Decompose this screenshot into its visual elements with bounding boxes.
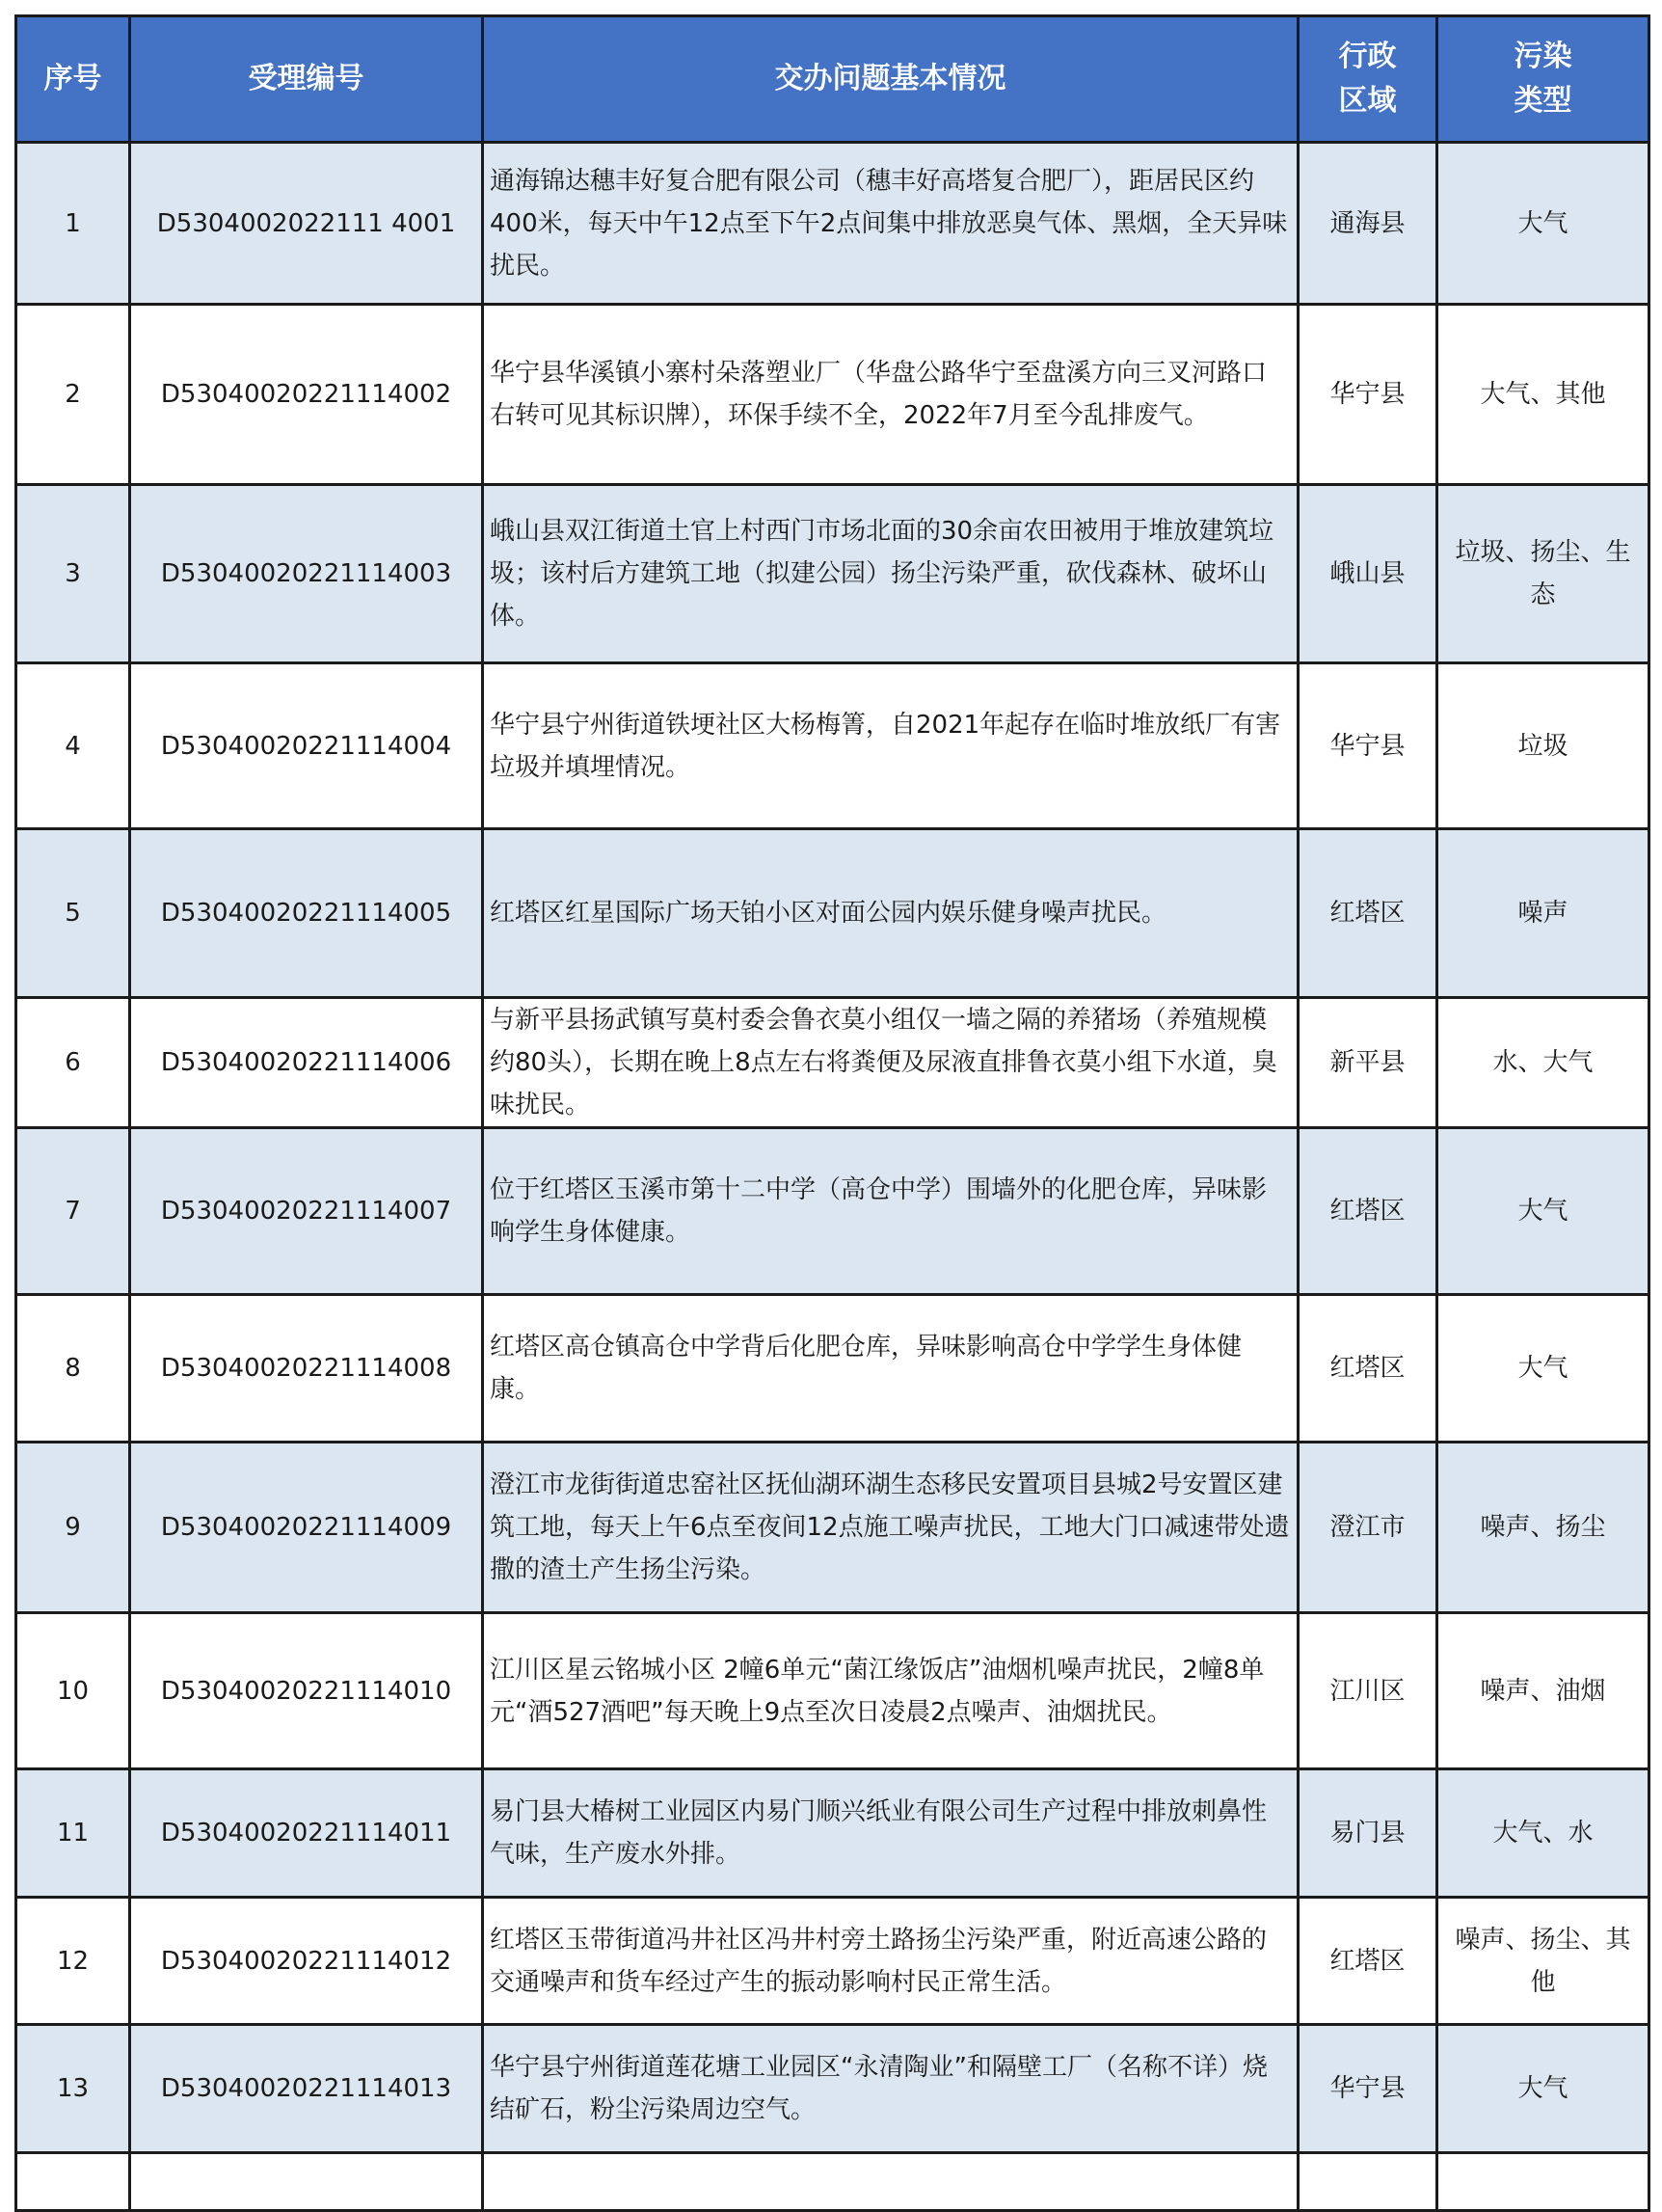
- header-region-line1: 行政: [1338, 40, 1397, 73]
- table-row: [16, 829, 1649, 998]
- table-row: [16, 305, 1649, 485]
- header-id: 受理编号: [130, 16, 483, 143]
- row-id: D53040020221114005: [130, 829, 483, 998]
- row-desc: 红塔区高仓镇高仓中学背后化肥仓库，异味影响高仓中学学生身体健康。: [483, 1295, 1299, 1443]
- row-id: D53040020221114009: [130, 1443, 483, 1613]
- row-index: 6: [16, 998, 130, 1128]
- row-desc: 与新平县扬武镇写莫村委会鲁衣莫小组仅一墙之隔的养猪场（养殖规模约80头），长期在晚上8点左右将粪便及尿液直排鲁衣莫小组下水道，臭味扰民。: [483, 998, 1299, 1128]
- row-desc: 通海锦达穗丰好复合肥有限公司（穗丰好高塔复合肥厂），距居民区约400米，每天中午12点至下午2点间集中排放恶臭气体、黑烟，全天异味扰民。: [483, 143, 1299, 305]
- row-index: 8: [16, 1295, 130, 1443]
- table-row-partial: [16, 2153, 1649, 2211]
- row-region: 红塔区: [1299, 1295, 1437, 1443]
- row-type: 噪声、油烟: [1437, 1613, 1649, 1769]
- row-desc: 华宁县宁州街道铁埂社区大杨梅箐，自2021年起存在临时堆放纸厂有害垃圾并填埋情况。: [483, 663, 1299, 829]
- row-id: D53040020221114003: [130, 485, 483, 663]
- row-region: 红塔区: [1299, 1128, 1437, 1295]
- row-id: D53040020221114010: [130, 1613, 483, 1769]
- row-desc: 位于红塔区玉溪市第十二中学（高仓中学）围墙外的化肥仓库，异味影响学生身体健康。: [483, 1128, 1299, 1295]
- header-type: [1437, 16, 1649, 143]
- row-type: 水、大气: [1437, 998, 1649, 1128]
- row-index: 11: [16, 1769, 130, 1898]
- header-row: [16, 16, 1649, 143]
- row-id: D53040020221114006: [130, 998, 483, 1128]
- row-type: 大气: [1437, 1295, 1649, 1443]
- table-row: [16, 485, 1649, 663]
- header-region-line2: 区域: [1338, 84, 1397, 118]
- table-row: [16, 143, 1649, 305]
- row-desc: 红塔区玉带街道冯井社区冯井村旁土路扬尘污染严重，附近高速公路的交通噪声和货车经过产生的振动影响村民正常生活。: [483, 1898, 1299, 2025]
- row-index: 12: [16, 1898, 130, 2025]
- row-desc: 红塔区红星国际广场天铂小区对面公园内娱乐健身噪声扰民。: [483, 829, 1299, 998]
- row-desc: 江川区星云铭城小区 2幢6单元“菌江缘饭店”油烟机噪声扰民，2幢8单元“酒527酒吧”每天晚上9点至次日凌晨2点噪声、油烟扰民。: [483, 1613, 1299, 1769]
- table-row: [16, 1769, 1649, 1898]
- header-index: 序号: [16, 16, 130, 143]
- row-type: 大气: [1437, 2025, 1649, 2153]
- header-region: [1299, 16, 1437, 143]
- row-id: D53040020221114012: [130, 1898, 483, 2025]
- row-index: 1: [16, 143, 130, 305]
- table-row: [16, 663, 1649, 829]
- table-row: [16, 998, 1649, 1128]
- row-id: D53040020221114008: [130, 1295, 483, 1443]
- row-type: 垃圾: [1437, 663, 1649, 829]
- row-type: 噪声、扬尘: [1437, 1443, 1649, 1613]
- row-type: 大气、水: [1437, 1769, 1649, 1898]
- row-index: 10: [16, 1613, 130, 1769]
- row-index: 2: [16, 305, 130, 485]
- row-index: 13: [16, 2025, 130, 2153]
- table-row: [16, 2025, 1649, 2153]
- row-type: 大气: [1437, 1128, 1649, 1295]
- row-id: D53040020221114002: [130, 305, 483, 485]
- row-region: 江川区: [1299, 1613, 1437, 1769]
- row-index: 5: [16, 829, 130, 998]
- row-desc: 华宁县华溪镇小寨村朵落塑业厂（华盘公路华宁至盘溪方向三叉河路口右转可见其标识牌），环保手续不全，2022年7月至今乱排废气。: [483, 305, 1299, 485]
- row-index: 3: [16, 485, 130, 663]
- row-id: D53040020221114011: [130, 1769, 483, 1898]
- row-desc: 峨山县双江街道土官上村西门市场北面的30余亩农田被用于堆放建筑垃圾；该村后方建筑工地（拟建公园）扬尘污染严重，砍伐森林、破坏山体。: [483, 485, 1299, 663]
- row-region: 峨山县: [1299, 485, 1437, 663]
- row-id: D53040020221114013: [130, 2025, 483, 2153]
- row-region: 红塔区: [1299, 1898, 1437, 2025]
- row-index: 7: [16, 1128, 130, 1295]
- table-row: [16, 1295, 1649, 1443]
- table-row: [16, 1128, 1649, 1295]
- header-type-line2: 类型: [1514, 84, 1572, 118]
- table-row: [16, 1613, 1649, 1769]
- complaint-table: [14, 14, 1650, 2212]
- row-type: 垃圾、扬尘、生态: [1437, 485, 1649, 663]
- row-region: 通海县: [1299, 143, 1437, 305]
- table-row: [16, 1443, 1649, 1613]
- header-desc: 交办问题基本情况: [483, 16, 1299, 143]
- row-region: 红塔区: [1299, 829, 1437, 998]
- table-row: [16, 1898, 1649, 2025]
- row-index: 4: [16, 663, 130, 829]
- header-type-line1: 污染: [1514, 40, 1572, 73]
- row-region: 华宁县: [1299, 663, 1437, 829]
- row-region: 华宁县: [1299, 305, 1437, 485]
- row-desc: 澄江市龙街街道忠窑社区抚仙湖环湖生态移民安置项目县城2号安置区建筑工地，每天上午6点至夜间12点施工噪声扰民，工地大门口减速带处遗撒的渣土产生扬尘污染。: [483, 1443, 1299, 1613]
- row-region: 华宁县: [1299, 2025, 1437, 2153]
- row-type: 大气: [1437, 143, 1649, 305]
- row-desc: 华宁县宁州街道莲花塘工业园区“永清陶业”和隔壁工厂（名称不详）烧结矿石，粉尘污染周边空气。: [483, 2025, 1299, 2153]
- row-id: D53040020221114007: [130, 1128, 483, 1295]
- row-type: 噪声、扬尘、其他: [1437, 1898, 1649, 2025]
- row-type: 噪声: [1437, 829, 1649, 998]
- row-type: 大气、其他: [1437, 305, 1649, 485]
- row-region: 澄江市: [1299, 1443, 1437, 1613]
- row-index: 9: [16, 1443, 130, 1613]
- row-id: D5304002022111 4001: [130, 143, 483, 305]
- row-region: 新平县: [1299, 998, 1437, 1128]
- row-desc: 易门县大椿树工业园区内易门顺兴纸业有限公司生产过程中排放刺鼻性气味，生产废水外排。: [483, 1769, 1299, 1898]
- row-id: D53040020221114004: [130, 663, 483, 829]
- row-region: 易门县: [1299, 1769, 1437, 1898]
